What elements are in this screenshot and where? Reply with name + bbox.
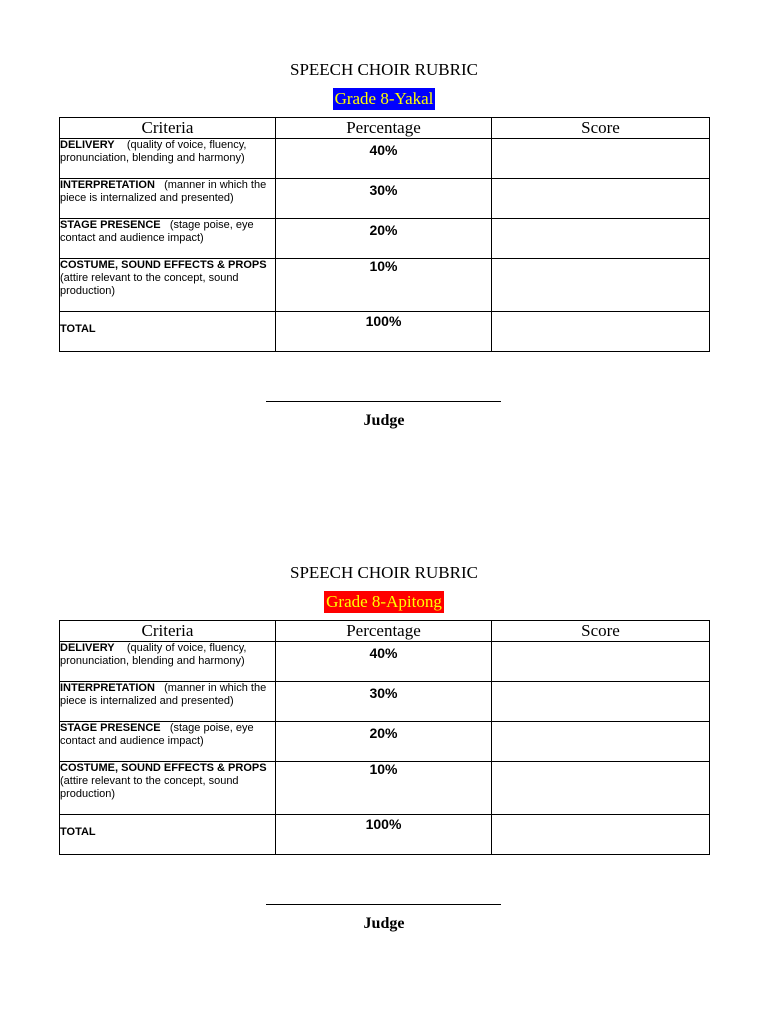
- score-cell[interactable]: [492, 219, 710, 259]
- criteria-cell: [60, 722, 276, 762]
- judge-label: Judge: [363, 412, 405, 429]
- score-cell[interactable]: [492, 259, 710, 312]
- criteria-description: (attire relevant to the concept, sound production): [60, 775, 239, 800]
- table-row: [60, 139, 710, 179]
- criteria-name: TOTAL: [60, 826, 96, 838]
- criteria-name: DELIVERY: [60, 642, 115, 654]
- criteria-name: TOTAL: [60, 323, 96, 335]
- score-cell[interactable]: [492, 815, 710, 855]
- criteria-cell: [60, 219, 276, 259]
- percentage-cell: 10%: [276, 762, 492, 815]
- rubric-table: [59, 117, 710, 352]
- table-row: [60, 259, 710, 312]
- criteria-cell: [60, 762, 276, 815]
- rubric-yakal: [0, 60, 768, 440]
- grade-label: Grade 8-Apitong: [326, 592, 442, 611]
- criteria-cell: [60, 642, 276, 682]
- grade-label: Grade 8-Yakal: [334, 89, 434, 108]
- criteria-description: (manner in which the piece is internalized and presented): [60, 179, 267, 204]
- signature-line: [266, 904, 501, 905]
- table-row: [60, 762, 710, 815]
- criteria-name: DELIVERY: [60, 139, 115, 151]
- criteria-cell: [60, 179, 276, 219]
- table-header-row: [60, 621, 710, 642]
- percentage-cell: 40%: [276, 139, 492, 179]
- criteria-description: (stage poise, eye contact and audience impact): [60, 219, 254, 244]
- percentage-cell: 20%: [276, 219, 492, 259]
- percentage-cell: 100%: [276, 815, 492, 855]
- criteria-cell: [60, 815, 276, 855]
- criteria-name: INTERPRETATION: [60, 682, 155, 694]
- criteria-name: COSTUME, SOUND EFFECTS & PROPS: [60, 259, 267, 271]
- score-cell[interactable]: [492, 312, 710, 352]
- criteria-cell: [60, 259, 276, 312]
- score-header: Score: [492, 118, 710, 139]
- percentage-header: Percentage: [276, 118, 492, 139]
- score-cell[interactable]: [492, 642, 710, 682]
- percentage-cell: 40%: [276, 642, 492, 682]
- criteria-header: Criteria: [60, 118, 276, 139]
- score-cell[interactable]: [492, 762, 710, 815]
- criteria-cell: [60, 139, 276, 179]
- score-cell[interactable]: [492, 139, 710, 179]
- score-header: Score: [492, 621, 710, 642]
- signature-line: [266, 401, 501, 402]
- criteria-name: COSTUME, SOUND EFFECTS & PROPS: [60, 762, 267, 774]
- criteria-name: STAGE PRESENCE: [60, 219, 161, 231]
- table-row-total: [60, 815, 710, 855]
- table-row: [60, 682, 710, 722]
- criteria-description: (quality of voice, fluency, pronunciation, blending and harmony): [60, 642, 247, 667]
- criteria-description: (stage poise, eye contact and audience impact): [60, 722, 254, 747]
- percentage-cell: 30%: [276, 682, 492, 722]
- rubric-title: SPEECH CHOIR RUBRIC: [290, 60, 478, 79]
- criteria-name: STAGE PRESENCE: [60, 722, 161, 734]
- criteria-header: Criteria: [60, 621, 276, 642]
- rubric-table: [59, 620, 710, 855]
- percentage-cell: 10%: [276, 259, 492, 312]
- rubric-title: SPEECH CHOIR RUBRIC: [290, 563, 478, 582]
- table-row: [60, 642, 710, 682]
- score-cell[interactable]: [492, 682, 710, 722]
- score-cell[interactable]: [492, 722, 710, 762]
- table-row: [60, 219, 710, 259]
- judge-label: Judge: [363, 915, 405, 932]
- criteria-cell: [60, 312, 276, 352]
- criteria-description: (attire relevant to the concept, sound production): [60, 272, 239, 297]
- table-row: [60, 722, 710, 762]
- criteria-description: (manner in which the piece is internalized and presented): [60, 682, 267, 707]
- percentage-cell: 100%: [276, 312, 492, 352]
- table-header-row: [60, 118, 710, 139]
- criteria-name: INTERPRETATION: [60, 179, 155, 191]
- criteria-cell: [60, 682, 276, 722]
- percentage-header: Percentage: [276, 621, 492, 642]
- criteria-description: (quality of voice, fluency, pronunciation, blending and harmony): [60, 139, 247, 164]
- rubric-apitong: [0, 563, 768, 943]
- score-cell[interactable]: [492, 179, 710, 219]
- percentage-cell: 20%: [276, 722, 492, 762]
- table-row: [60, 179, 710, 219]
- table-row-total: [60, 312, 710, 352]
- percentage-cell: 30%: [276, 179, 492, 219]
